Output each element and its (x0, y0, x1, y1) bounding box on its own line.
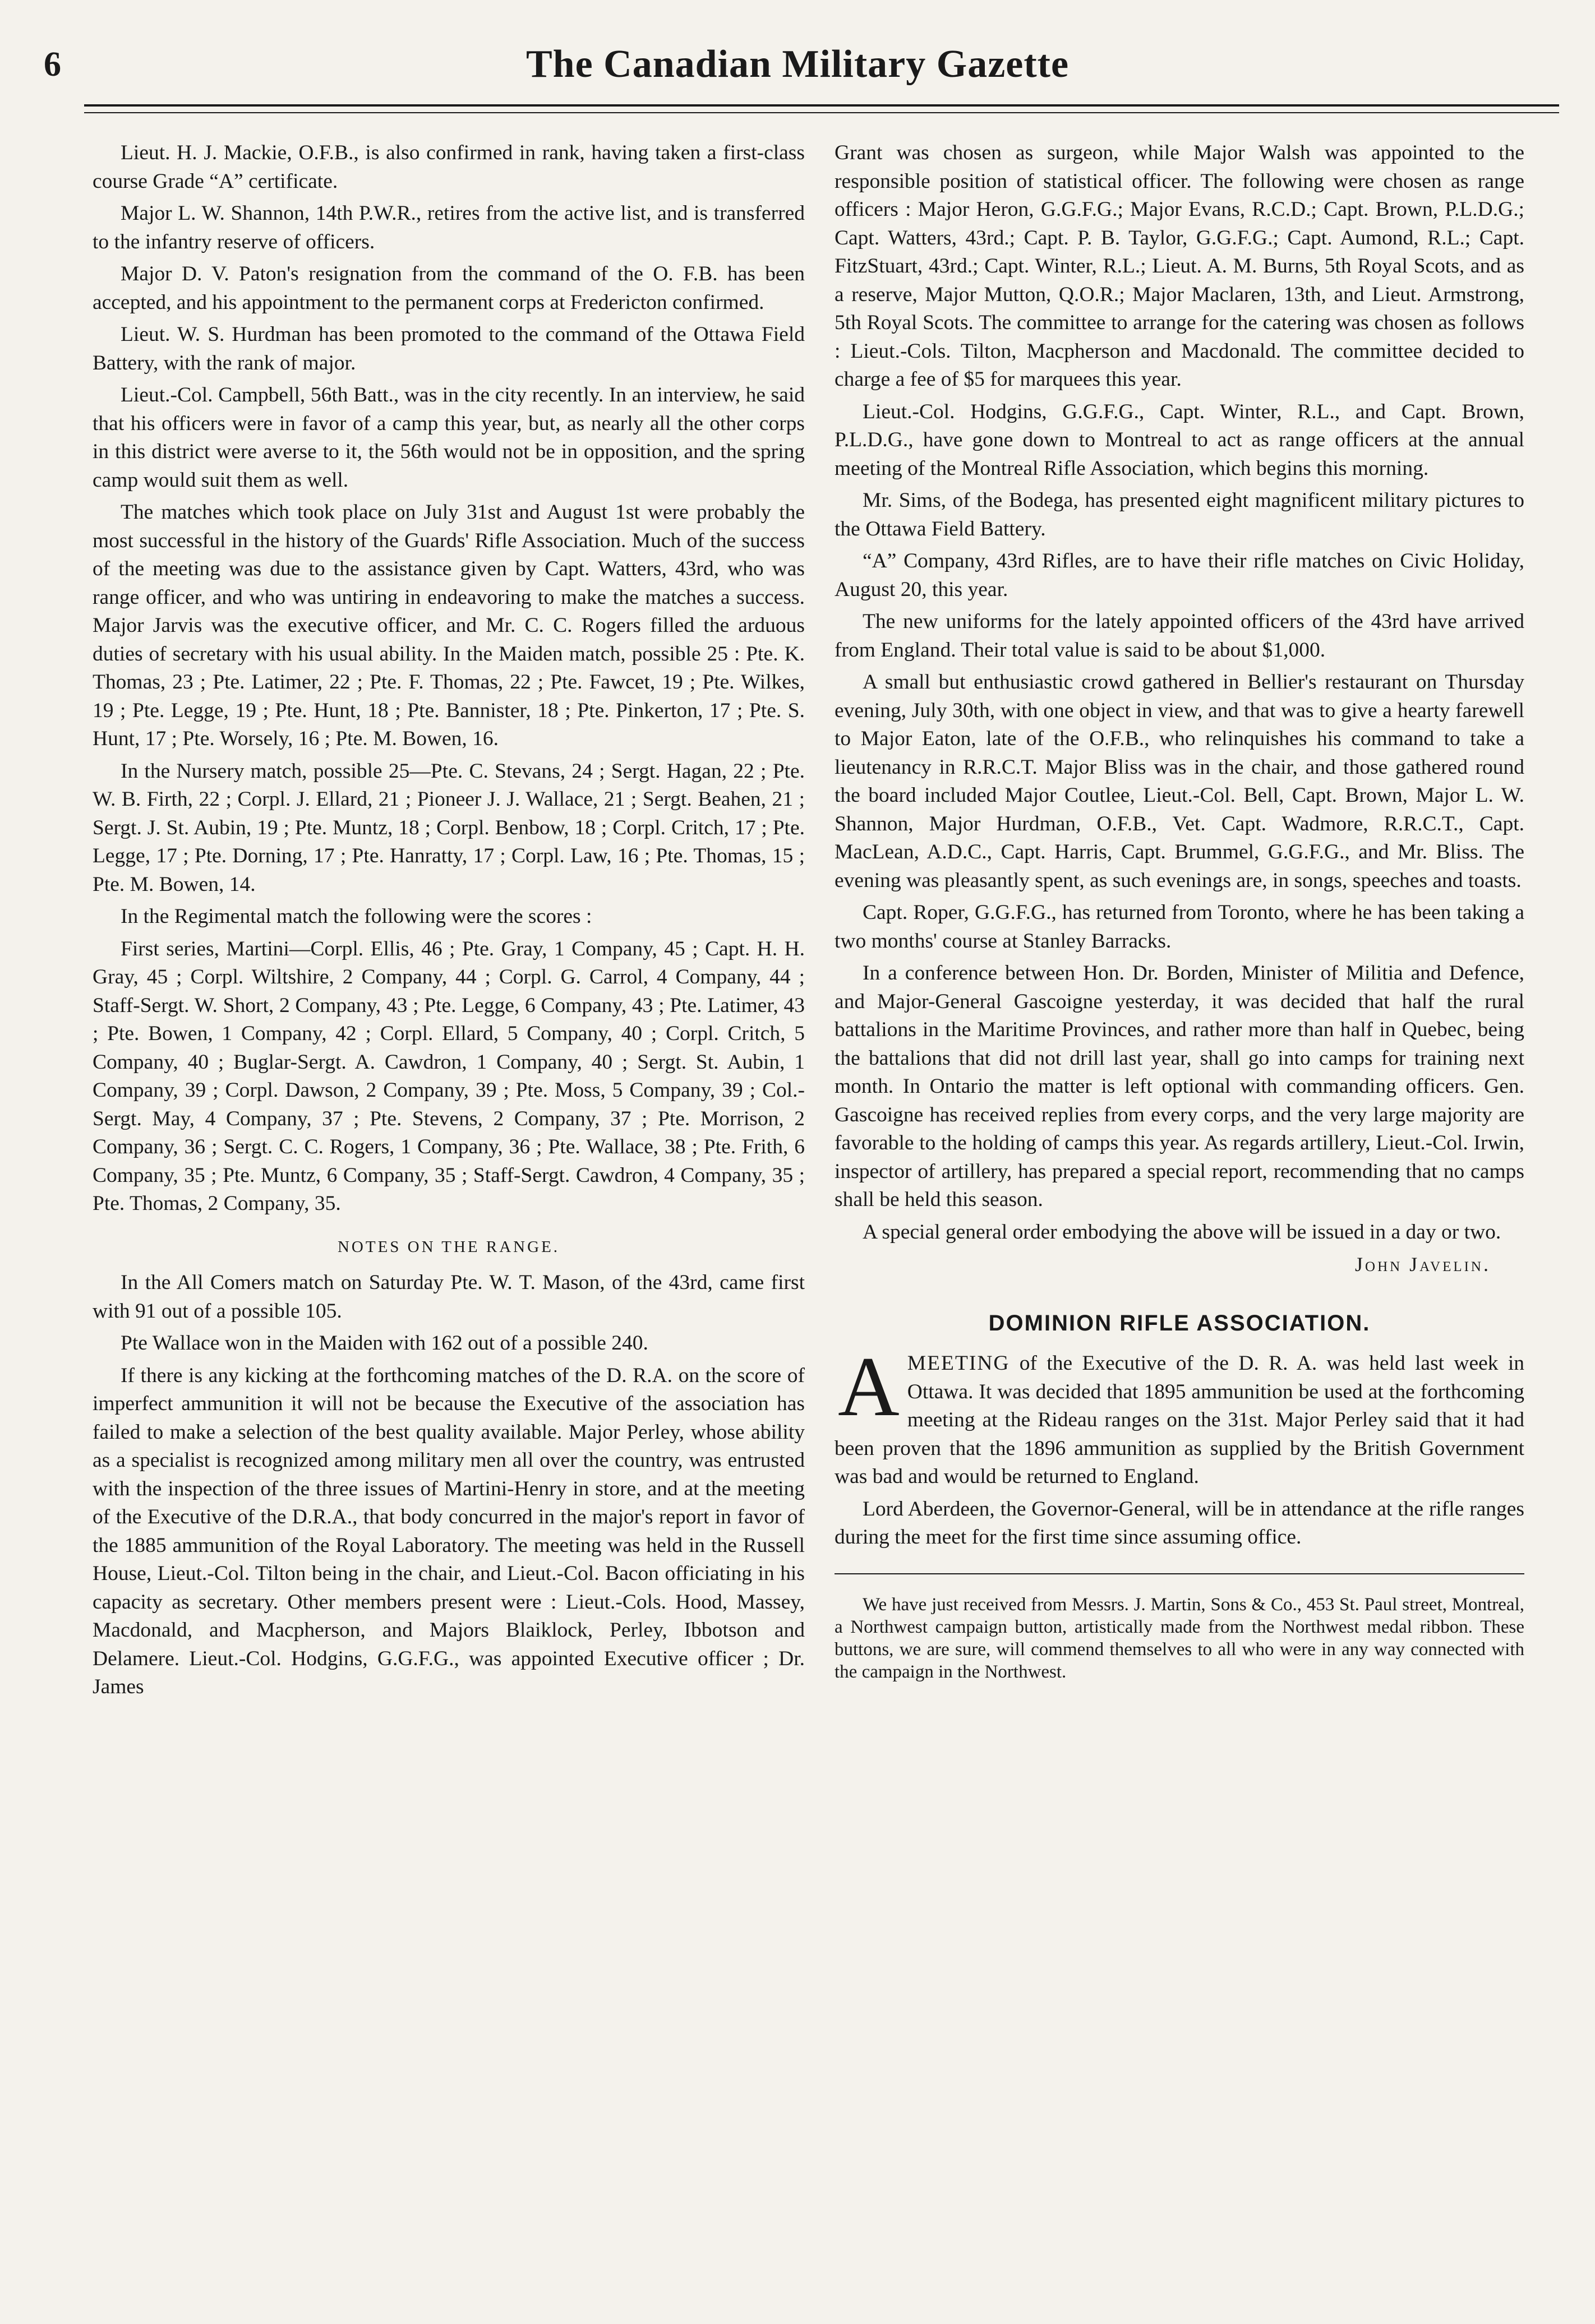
notice-paragraph: We have just received from Messrs. J. Martin, Sons & Co., 453 St. Paul street, Montreal, a Northwest campaign button, artistically made from the Northwest medal ribbon. These buttons, we are sure, will commend themselves to all who were in any way connected with the campaign in the Northwest. (835, 1594, 1524, 1682)
notes-on-range-heading: NOTES ON THE RANGE. (337, 1237, 560, 1256)
article-paragraph: The matches which took place on July 31st and August 1st were probably the most successful in the history of the Guards' Rifle Association. Much of the success of the meeting was due to the assistance given by Capt. Watters, 43rd, who was range officer, and who was untiring in endeavoring to make the matches a success. Major Jarvis was the executive officer, and Mr. C. C. Rogers filled the arduous duties of secretary with his usual ability. In the Maiden match, possible 25 : Pte. K. Thomas, 23 ; Pte. Latimer, 22 ; Pte. F. Thomas, 22 ; Pte. Fawcet, 19 ; Pte. Wilkes, 19 ; Pte. Legge, 19 ; Pte. Hunt, 18 ; Pte. Bannister, 18 ; Pte. Pinkerton, 17 ; Pte. S. Hunt, 17 ; Pte. Worsely, 16 ; Pte. M. Bowen, 16. (93, 501, 805, 750)
article-paragraph: Lieut.-Col. Hodgins, G.G.F.G., Capt. Winter, R.L., and Capt. Brown, P.L.D.G., have gone down to Montreal to act as range officers at the annual meeting of the Montreal Rifle Association, which begins this morning. (835, 400, 1524, 480)
article-paragraph: Grant was chosen as surgeon, while Major Walsh was appointed to the responsible position of statistical officer. The following were chosen as range officers : Major Heron, G.G.F.G.; Major Evans, R.C.D.; Capt. Brown, P.L.D.G.; Capt. Watters, 43rd.; Capt. P. B. Taylor, G.G.F.G.; Capt. Aumond, R.L.; Capt. FitzStuart, 43rd.; Capt. Winter, R.L.; Lieut. A. M. Burns, 5th Royal Scots, and as a reserve, Major Mutton, Q.O.R.; Major Maclaren, 13th, and Lieut. Armstrong, 5th Royal Scots. The committee to arrange for the catering was chosen as follows : Lieut.-Cols. Tilton, Macpherson and Macdonald. The committee decided to charge a fee of $5 for marquees this year. (835, 141, 1524, 391)
article-paragraph: Capt. Roper, G.G.F.G., has returned from Toronto, where he has been taking a two months' course at Stanley Barracks. (835, 901, 1524, 953)
article-paragraph: Lieut. W. S. Hurdman has been promoted to the command of the Ottawa Field Battery, with the rank of major. (93, 323, 805, 375)
article-paragraph: The new uniforms for the lately appointed officers of the 43rd have arrived from England. Their total value is said to be about $1,000. (835, 610, 1524, 662)
article-paragraph: Lord Aberdeen, the Governor-General, will be in attendance at the rifle ranges during the meet for the first time since assuming office. (835, 1497, 1524, 1549)
dra-lead-paragraph (835, 1339, 1524, 1491)
article-paragraph: In the Nursery match, possible 25—Pte. C. Stevans, 24 ; Sergt. Hagan, 22 ; Pte. W. B. Firth, 22 ; Corpl. J. Ellard, 21 ; Pioneer J. J. Wallace, 21 ; Sergt. Beahen, 21 ; Sergt. J. St. Aubin, 19 ; Pte. Muntz, 18 ; Corpl. Benbow, 18 ; Corpl. Critch, 17 ; Pte. Legge, 17 ; Pte. Dorning, 17 ; Pte. Hanratty, 17 ; Corpl. Law, 16 ; Pte. Thomas, 15 ; Pte. M. Bowen, 14. (93, 759, 805, 896)
article-paragraph: First series, Martini—Corpl. Ellis, 46 ; Pte. Gray, 1 Company, 45 ; Capt. H. H. Gray, 45 ; Corpl. Wiltshire, 2 Company, 44 ; Corpl. G. Carrol, 4 Company, 44 ; Staff-Sergt. W. Short, 2 Company, 43 ; Pte. Legge, 6 Company, 43 ; Pte. Latimer, 43 ; Pte. Bowen, 1 Company, 42 ; Corpl. Ellard, 5 Company, 40 ; Corpl. Critch, 5 Company, 40 ; Buglar-Sergt. A. Cawdron, 1 Company, 40 ; Sergt. St. Aubin, 1 Company, 39 ; Corpl. Dawson, 2 Company, 39 ; Pte. Moss, 5 Company, 39 ; Col.-Sergt. May, 4 Company, 37 ; Pte. Stevens, 2 Company, 37 ; Pte. Morrison, 2 Company, 36 ; Sergt. C. C. Rogers, 1 Company, 36 ; Pte. Wallace, 38 ; Pte. Frith, 6 Company, 35 ; Pte. Muntz, 6 Company, 35 ; Staff-Sergt. Cawdron, 4 Company, 35 ; Pte. Thomas, 2 Company, 35. (93, 937, 805, 1215)
left-column (93, 139, 805, 1706)
article-paragraph: In a conference between Hon. Dr. Borden, Minister of Militia and Defence, and Major-General Gascoigne yesterday, it was decided that half the rural battalions in the Maritime Provinces, and rather more than half in Quebec, being the battalions that did not drill last year, shall go into camps for training next month. In Ontario the matter is left optional with commanding officers. Gen. Gascoigne has received replies from every corps, and the very large majority are favorable to the holding of camps this year. As regards artillery, Lieut.-Col. Irwin, inspector of artillery, has prepared a special report, recommending that no camps shall be held this season. (835, 962, 1524, 1211)
article-paragraph: Mr. Sims, of the Bodega, has presented eight magnificent military pictures to the Ottawa Field Battery. (835, 489, 1524, 540)
article-paragraph: Major L. W. Shannon, 14th P.W.R., retires from the active list, and is transferred to the infantry reserve of officers. (93, 202, 805, 253)
article-paragraph: Lieut.-Col. Campbell, 56th Batt., was in the city recently. In an interview, he said that his officers were in favor of a camp this year, but, as nearly all the other corps in this district were averse to it, the 56th would not be in opposition, and the spring camp would suit them as well. (93, 384, 805, 492)
article-paragraph: Pte Wallace won in the Maiden with 162 out of a possible 240. (121, 1332, 648, 1355)
article-paragraph: A small but enthusiastic crowd gathered in Bellier's restaurant on Thursday evening, July 30th, with one object in view, and that was to give a hearty farewell to Major Eaton, late of the O.F.B., who relinquishes his command to take a lieutenancy in R.R.C.T. Major Bliss was in the chair, and those gathered round the board included Major Coutlee, Lieut.-Col. Bell, Capt. Brown, Major L. W. Shannon, Major Hurdman, O.F.B., Vet. Capt. Wadmore, R.R.C.T., Capt. MacLean, A.D.C., Capt. Harris, Capt. Brummel, G.G.F.G., and Mr. Bliss. The evening was pleasantly spent, as such evenings are, in songs, speeches and toasts. (835, 671, 1524, 892)
drop-cap: A (838, 1339, 900, 1434)
article-paragraph: In the Regimental match the following were the scores : (121, 905, 592, 928)
right-column (835, 139, 1524, 1683)
header-rule-thin (84, 112, 1559, 113)
dra-paragraph-text: of the Executive of the D. R. A. was held last week in Ottawa. It was decided that 1895 ammunition be used at the forthcoming meeting at the Rideau ranges on the 31st. Major Perley said that it had been proven that the 1896 ammunition as supplied by the British Government was bad and would be returned to England. (835, 1352, 1524, 1488)
article-paragraph: “A” Company, 43rd Rifles, are to have their rifle matches on Civic Holiday, August 20, this year. (835, 549, 1524, 601)
lead-caps: MEETING (907, 1352, 1010, 1375)
article-paragraph: If there is any kicking at the forthcoming matches of the D. R.A. on the score of imperfect ammunition it will not be because the Executive of the association has failed to make a selection of the best quality available. Major Perley, whose ability as a specialist is recognized among military men all over the country, was entrusted with the inspection of the three issues of Martini-Henry in store, and at the meeting of the Executive of the D.R.A., that body concurred in the major's report in favor of the 1885 ammunition of the Royal Laboratory. The meeting was held in the Russell House, Lieut.-Col. Tilton being in the chair, and Lieut.-Col. Bacon officiating in his capacity as secretary. Other members present were : Lieut.-Cols. Hood, Massey, Macdonald, and Macpherson, and Majors Blaiklock, Perley, Ibbotson and Delamere. Lieut.-Col. Hodgins, G.G.F.G., was appointed Executive officer ; Dr. James (93, 1364, 805, 1698)
article-paragraph: In the All Comers match on Saturday Pte. W. T. Mason, of the 43rd, came first with 91 out of a possible 105. (93, 1271, 805, 1323)
notice-block (835, 1593, 1524, 1683)
article-paragraph: A special general order embodying the above will be issued in a day or two. (863, 1220, 1501, 1244)
article-paragraph: Major D. V. Paton's resignation from the command of the O. F.B. has been accepted, and his appointment to the permanent corps at Fredericton confirmed. (93, 262, 805, 314)
page-number: 6 (44, 45, 61, 84)
author-signature: John Javelin. (1355, 1253, 1491, 1276)
section-divider (835, 1573, 1524, 1574)
masthead-title: The Canadian Military Gazette (525, 43, 1070, 86)
article-paragraph: Lieut. H. J. Mackie, O.F.B., is also confirmed in rank, having taken a first-class course Grade “A” certificate. (93, 141, 805, 193)
header-rule (84, 104, 1559, 107)
dra-section-heading: DOMINION RIFLE ASSOCIATION. (988, 1310, 1371, 1336)
